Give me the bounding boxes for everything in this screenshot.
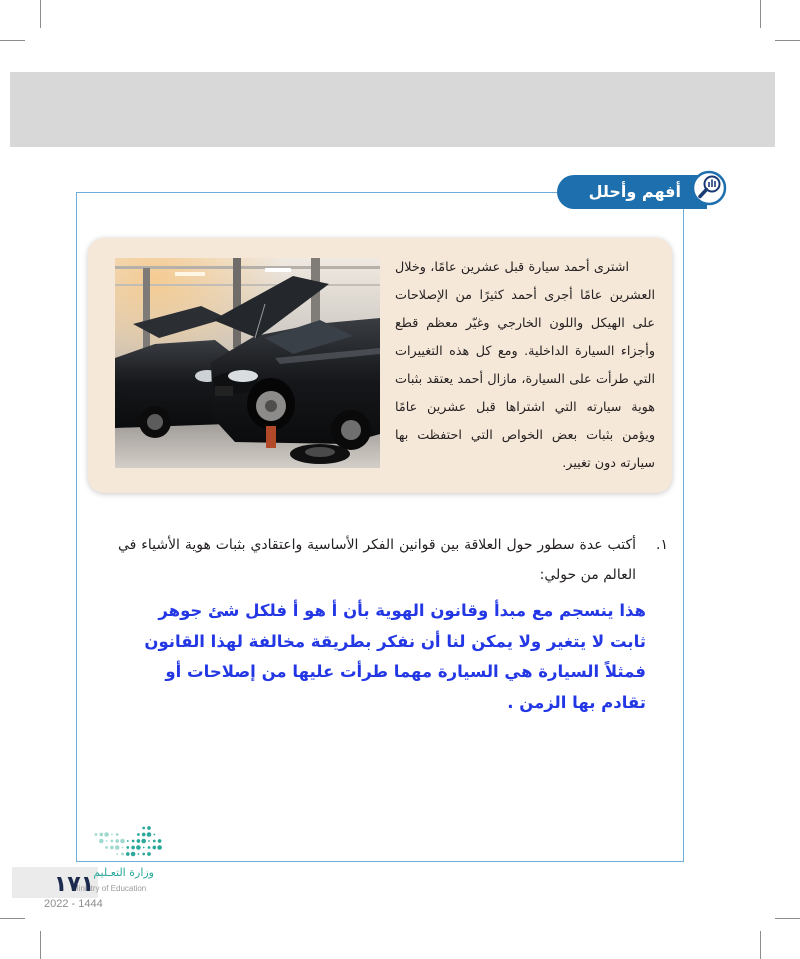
logo-dot: [121, 853, 124, 856]
crop-mark-bottom-left-vertical: [40, 931, 41, 959]
question-number: ١.: [656, 537, 668, 553]
scenario-line: وأجزاء السيارة الداخلية. ومع كل هذه التغييرات: [395, 344, 655, 359]
logo-dot: [115, 839, 119, 843]
crop-mark-top-right-horizontal: [775, 40, 800, 41]
crop-mark-bottom-right-vertical: [760, 931, 761, 959]
section-badge-label: أفهم وأحلل: [588, 182, 681, 201]
logo-dot: [147, 832, 152, 837]
page-number: ١٧١: [53, 872, 95, 897]
logo-dot: [115, 845, 120, 850]
logo-dot: [142, 853, 145, 856]
answer-line: هذا ينسجم مع مبدأ وقانون الهوية بأن أ هو أ فلكل شئ جوهر: [158, 601, 646, 620]
logo-dot: [147, 852, 151, 856]
answer-line: ثابت لا يتغير ولا يمكن لنا أن نفكر بطريقة مخالفة لهذا القانون: [144, 631, 646, 651]
question-line: أكتب عدة سطور حول العلاقة بين قوانين الفكر الأساسية واعتقادي بثبات هوية الأشياء في: [118, 537, 636, 553]
scenario-card: [88, 238, 672, 493]
crop-mark-top-right-vertical: [760, 0, 761, 28]
scenario-line: العشرين عامًا أجرى أحمد كثيرًا من الإصلاحات: [395, 288, 655, 303]
scenario-line: سيارته دون تغيير.: [562, 456, 655, 471]
logo-dot: [120, 839, 125, 844]
logo-dot: [111, 840, 114, 843]
crop-mark-bottom-right-horizontal: [775, 918, 800, 919]
logo-dot: [137, 833, 140, 836]
scenario-line: اشترى أحمد سيارة قبل عشرين عامًا، وخلال: [395, 260, 629, 275]
logo-dot: [99, 833, 103, 837]
logo-dot: [147, 826, 151, 830]
logo-dot: [153, 840, 156, 843]
scenario-text: [395, 254, 655, 478]
logo-dot: [95, 833, 98, 836]
scenario-line: التي طرأت على السيارة، مازال أحمد يعتقد بثبات: [395, 372, 655, 387]
logo-dot: [137, 839, 141, 843]
crop-mark-bottom-left-horizontal: [0, 918, 25, 919]
section-badge: [557, 175, 707, 209]
logo-dot: [152, 846, 156, 850]
logo-dot: [158, 839, 162, 843]
question-line: العالم من حولي:: [539, 567, 636, 583]
logo-dot: [142, 833, 146, 837]
logo-dot: [148, 840, 150, 842]
logo-dot: [142, 827, 145, 830]
logo-dot: [104, 832, 109, 837]
ministry-logo: [92, 823, 164, 861]
logo-dot: [111, 834, 113, 836]
scenario-line: على الهيكل واللون الخارجي وغيّر معظم قطع: [395, 316, 655, 331]
logo-dot: [127, 840, 129, 842]
question-text: [118, 530, 636, 590]
logo-dot: [126, 846, 129, 849]
magnifier-chart-icon: [691, 170, 727, 206]
logo-dot: [131, 846, 135, 850]
header-band: [10, 72, 775, 147]
logo-dot: [153, 834, 155, 836]
logo-dot: [126, 852, 130, 856]
logo-dot: [143, 847, 145, 849]
logo-dot: [116, 853, 118, 855]
logo-dot: [105, 846, 108, 849]
logo-dot: [157, 845, 162, 850]
crop-mark-top-left-vertical: [40, 0, 41, 28]
logo-dot: [138, 853, 140, 855]
logo-dot: [106, 840, 108, 842]
scenario-line: هوية سيارته التي اشتراها قبل عشرين عامًا: [395, 400, 655, 415]
edition-year: 2022 - 1444: [44, 898, 103, 910]
logo-dot: [148, 846, 151, 849]
crop-mark-top-left-horizontal: [0, 40, 25, 41]
logo-dot: [141, 839, 146, 844]
answer-line: فمثلاً السيارة هي السيارة مهما طرأت عليها من إصلاحات أو: [165, 662, 646, 681]
scenario-line: ويؤمن بثبات بعض الخواص التي احتفظت بها: [395, 428, 655, 443]
answer-text: [136, 596, 646, 718]
logo-dot: [131, 852, 136, 857]
ministry-name-english: Ministry of Education: [72, 884, 147, 893]
logo-dot: [132, 840, 135, 843]
logo-dot: [136, 845, 141, 850]
ministry-name-arabic: وزارة التعـليم: [93, 866, 154, 879]
logo-dot: [99, 839, 104, 844]
logo-dot: [110, 846, 114, 850]
logo-dot: [122, 847, 124, 849]
answer-line: تقادم بها الزمن .: [507, 692, 646, 712]
car-repair-photo: [115, 258, 380, 468]
logo-dot: [116, 833, 119, 836]
